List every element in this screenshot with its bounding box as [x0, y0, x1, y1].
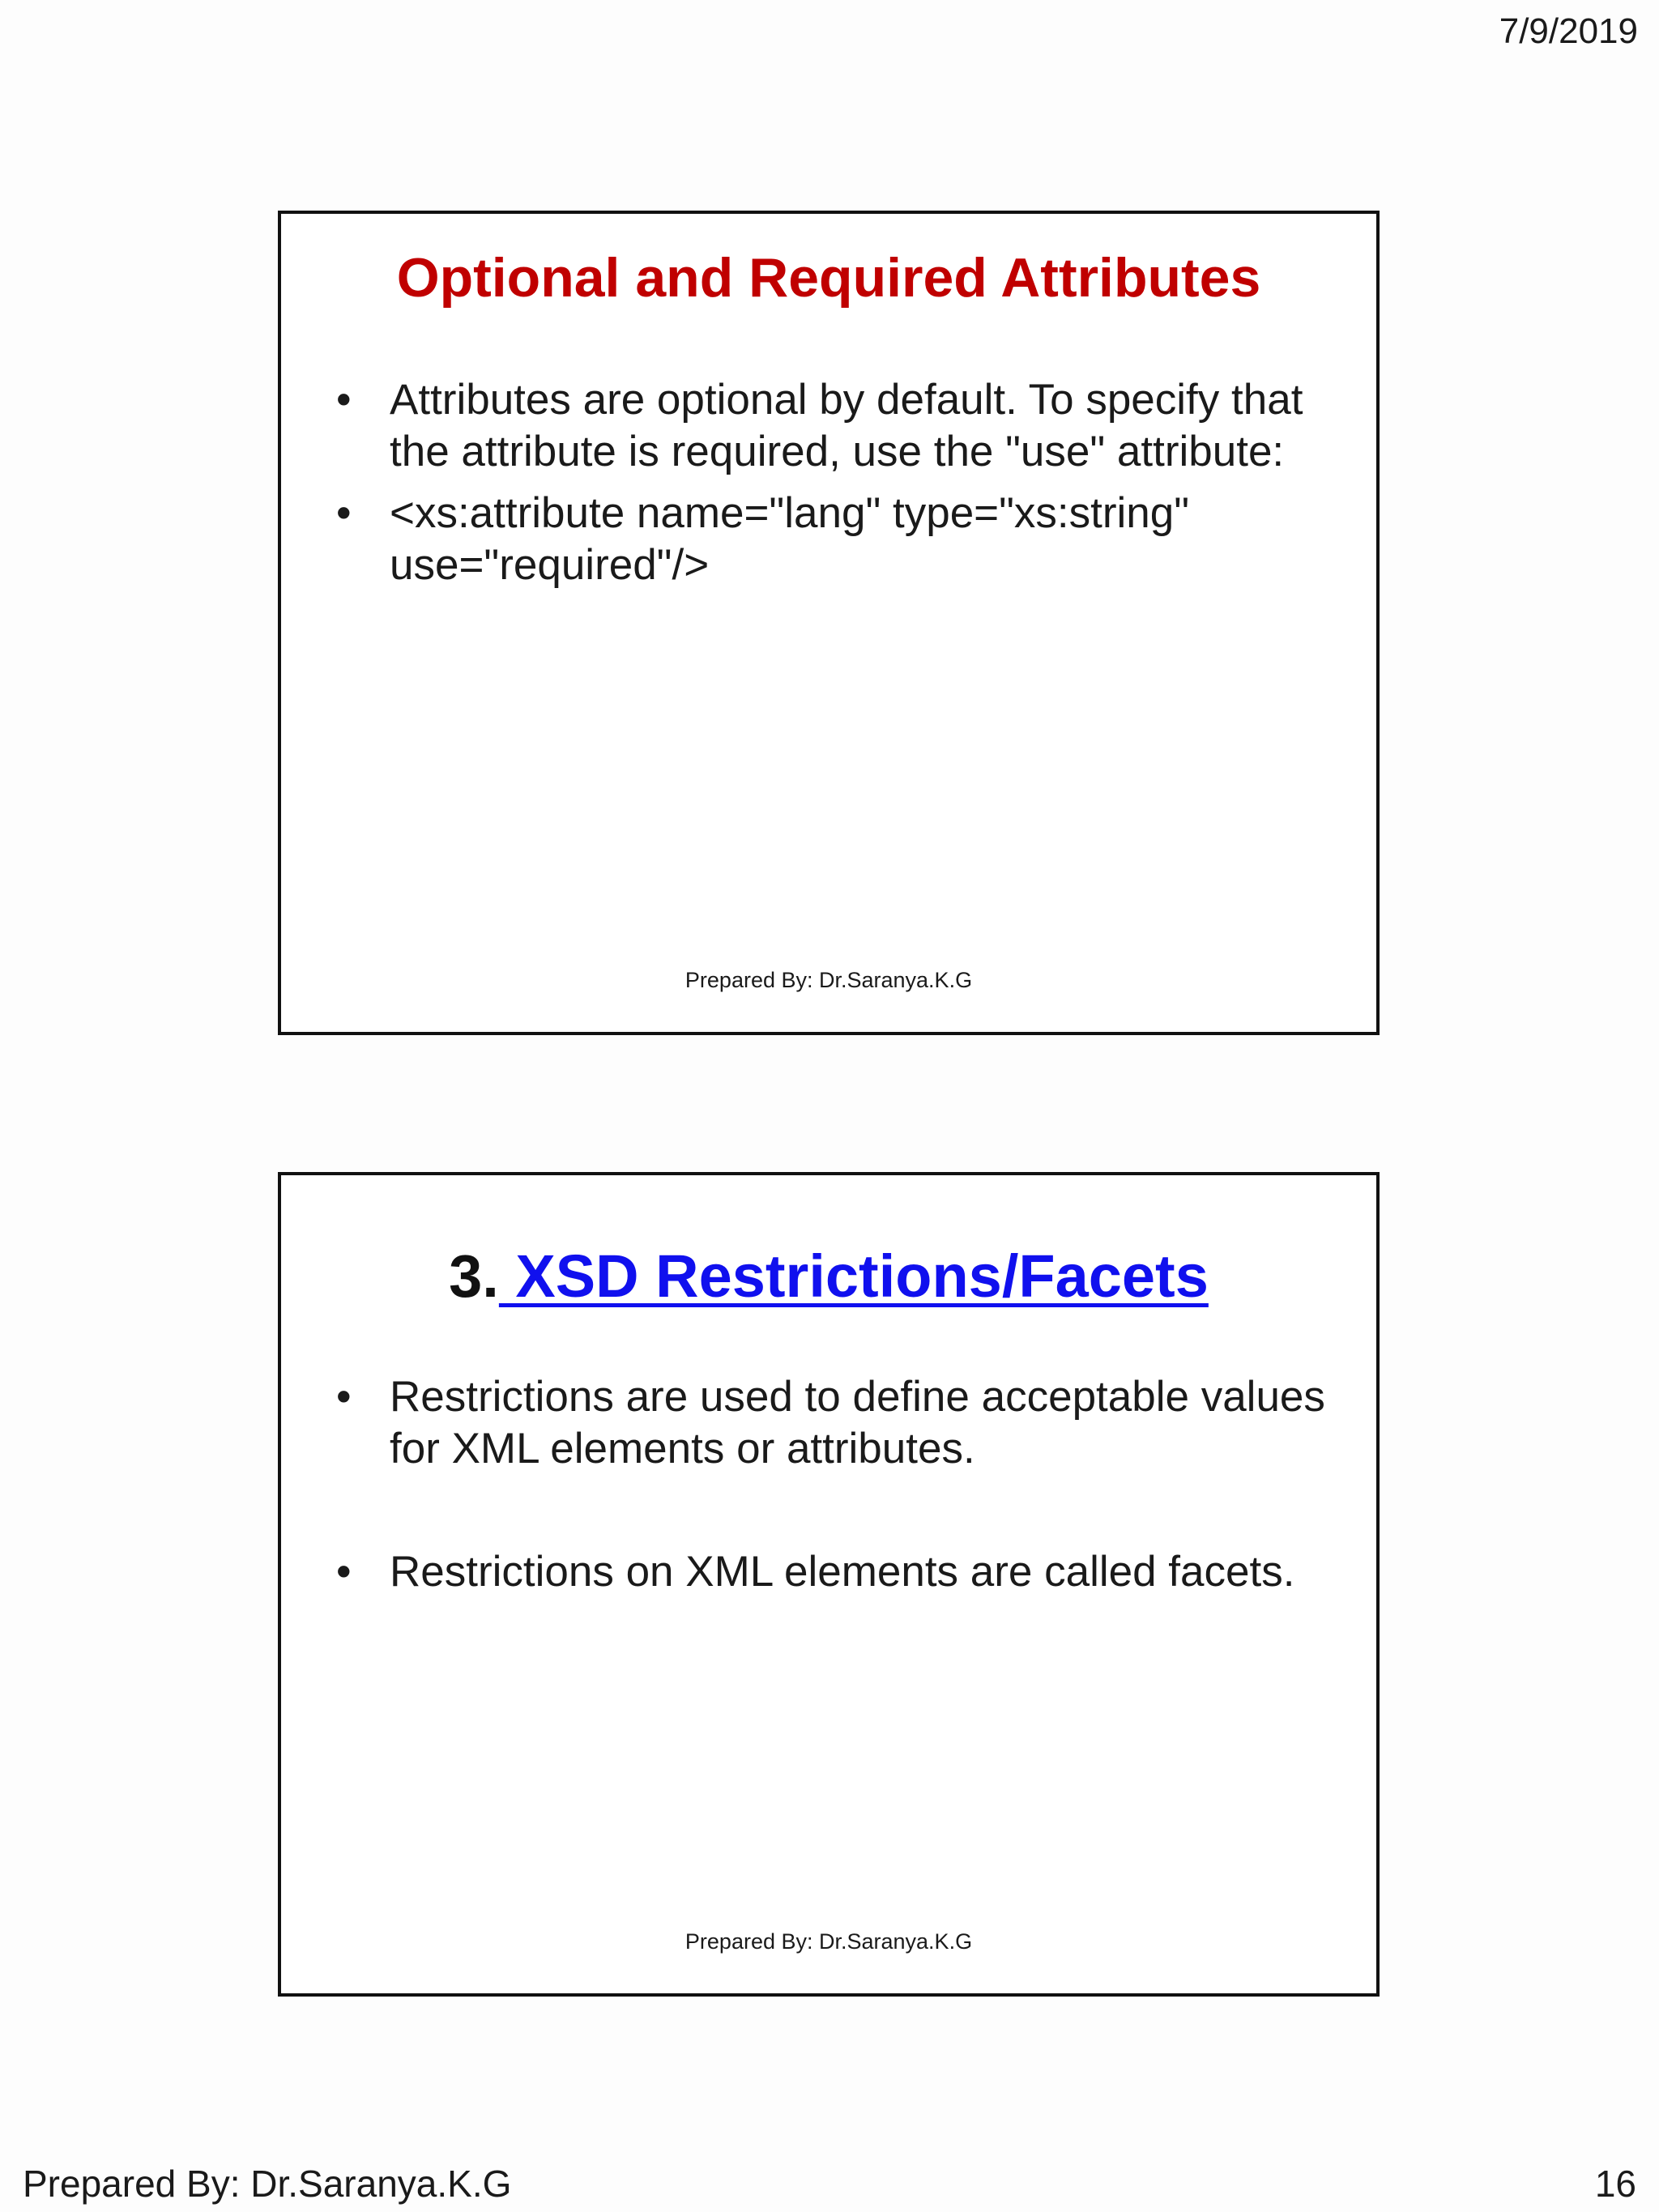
- bullet-list: [336, 1371, 1328, 1608]
- list-item: [336, 488, 1328, 591]
- list-item: [336, 1546, 1328, 1598]
- slide-optional-required-attributes: [278, 211, 1380, 1035]
- page-footer-author: Prepared By: Dr.Saranya.K.G: [23, 2163, 512, 2205]
- bullet-icon: •: [336, 376, 352, 424]
- list-item: [336, 374, 1328, 478]
- slide-title: [281, 1242, 1376, 1311]
- title-number: 3.: [449, 1242, 499, 1310]
- bullet-text: <xs:attribute name="lang" type="xs:string" use="required"/>: [390, 489, 1190, 589]
- page-date: 7/9/2019: [1499, 11, 1638, 51]
- bullet-icon: •: [336, 1373, 352, 1421]
- bullet-text: Attributes are optional by default. To specify that the attribute is required, use the "use" attribute:: [390, 376, 1303, 475]
- slide-xsd-restrictions: [278, 1172, 1380, 1997]
- bullet-icon: •: [336, 489, 352, 537]
- slide-footer: Prepared By: Dr.Saranya.K.G: [684, 968, 973, 992]
- bullet-text: Restrictions are used to define acceptable values for XML elements or attributes.: [390, 1373, 1325, 1473]
- bullet-list: [336, 374, 1328, 601]
- slide-title: Optional and Required Attributes: [396, 247, 1261, 309]
- list-item: [336, 1371, 1328, 1475]
- slide-footer: Prepared By: Dr.Saranya.K.G: [684, 1929, 973, 1954]
- bullet-text: Restrictions on XML elements are called facets.: [390, 1548, 1295, 1596]
- page-number: 16: [1594, 2163, 1636, 2205]
- xsd-restrictions-link[interactable]: XSD Restrictions/Facets: [498, 1242, 1209, 1310]
- bullet-icon: •: [336, 1548, 352, 1596]
